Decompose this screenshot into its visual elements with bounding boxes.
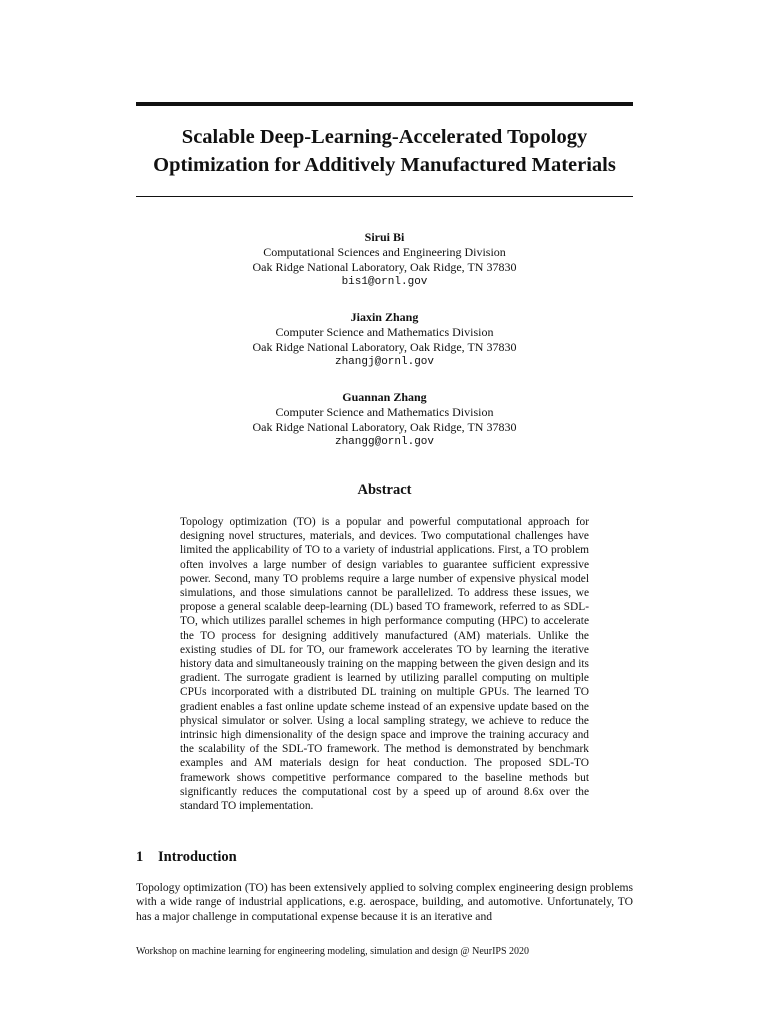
section-title: Introduction bbox=[158, 849, 237, 865]
page-footer: Workshop on machine learning for engineering modeling, simulation and design @ NeurIPS 2020 bbox=[136, 946, 530, 957]
author-2 bbox=[136, 310, 633, 370]
author-affiliation: Computer Science and Mathematics Division bbox=[275, 405, 494, 419]
paper-title: Scalable Deep-Learning-Accelerated Topology Optimization for Additively Manufactured Materials bbox=[153, 126, 616, 176]
author-affiliation: Computer Science and Mathematics Division bbox=[275, 325, 494, 339]
author-affiliation: Computational Sciences and Engineering Division bbox=[263, 245, 506, 259]
author-1 bbox=[136, 230, 633, 290]
section-number: 1 bbox=[136, 849, 144, 865]
introduction-text: Topology optimization (TO) has been extensively applied to solving complex engineering design problems with a wide range of industrial applications, e.g. aerospace, building, and automotive. Unfortunately, TO has a major challenge in computational expense because it is an iterative and bbox=[136, 881, 633, 923]
author-name: Sirui Bi bbox=[364, 230, 405, 244]
author-address: Oak Ridge National Laboratory, Oak Ridge, TN 37830 bbox=[252, 260, 517, 274]
author-email: zhangg@ornl.gov bbox=[334, 436, 435, 448]
author-name: Jiaxin Zhang bbox=[350, 310, 419, 324]
author-address: Oak Ridge National Laboratory, Oak Ridge, TN 37830 bbox=[252, 420, 517, 434]
author-name: Guannan Zhang bbox=[342, 390, 427, 404]
author-3 bbox=[136, 390, 633, 450]
title-top-rule bbox=[136, 102, 633, 106]
author-email: bis1@ornl.gov bbox=[341, 276, 428, 288]
abstract-text: Topology optimization (TO) is a popular and powerful computational approach for designing novel structures, materials, and devices. Two computational challenges have limited the applicability of TO to a variety of industrial applications. First, a TO problem often involves a large number of design variables to guarantee sufficient expressive power. Second, many TO problems require a large number of expensive physical model simulations, and those simulations cannot be parallelized. To address these issues, we propose a general scalable deep-learning (DL) based TO framework, referred to as SDL-TO, which utilizes parallel schemes in high performance computing (HPC) to accelerate the TO process for designing additively manufactured (AM) materials. Unlike the existing studies of DL for TO, our framework accelerates TO by learning the iterative history data and simultaneously training on the mapping between the given design and its gradient. The surrogate gradient is learned by utilizing parallel computing on multiple CPUs incorporated with a distributed DL training on multiple GPUs. The learned TO gradient enables a fast online update scheme instead of an expensive update based on the physical simulator or solver. Using a local sampling strategy, we achieve to reduce the intrinsic high dimensionality of the design space and improve the training accuracy and the scalability of the SDL-TO framework. The method is demonstrated by benchmark examples and AM materials design for heat conduction. The proposed SDL-TO framework shows competitive performance compared to the baseline methods but significantly reduces the computational cost by a speed up of around 8.6x over the standard TO implementation. bbox=[180, 516, 589, 813]
author-email: zhangj@ornl.gov bbox=[334, 356, 435, 368]
abstract-heading: Abstract bbox=[357, 482, 412, 498]
author-block bbox=[136, 230, 633, 470]
title-bottom-rule bbox=[136, 196, 633, 197]
author-address: Oak Ridge National Laboratory, Oak Ridge, TN 37830 bbox=[252, 340, 517, 354]
section-heading bbox=[136, 849, 237, 866]
